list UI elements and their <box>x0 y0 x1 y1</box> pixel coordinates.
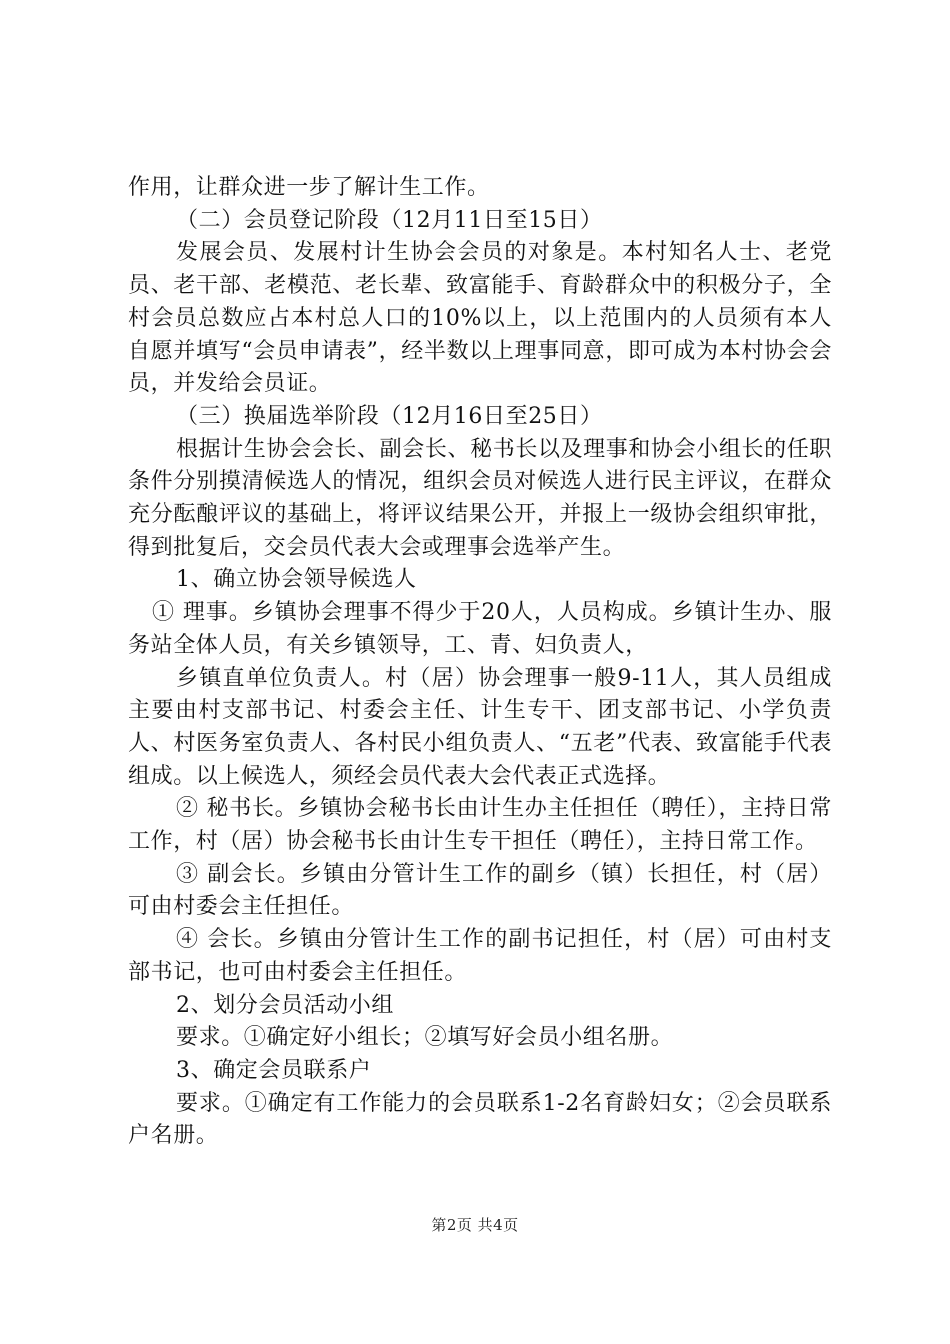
paragraph-member-development: 发展会员、发展村计生协会会员的对象是。本村知名人士、老党员、老干部、老模范、老长辈、致富能手、育龄群众中的积极分子，全村会员总数应占本村总人口的10%以上，以上范围内的人员须有本人自愿并填写“会员申请表”，经半数以上理事同意，即可成为本村协会会员，并发给会员证。 <box>128 240 832 397</box>
subheading-member-groups: 2、划分会员活动小组 <box>176 992 394 1018</box>
paragraph-directors-composition: 乡镇直单位负责人。村（居）协会理事一般9-11人，其人员组成主要由村支部书记、村委会主任、计生专干、团支部书记、小学负责人、村医务室负责人、各村民小组负责人、“五老”代表、致富能手代表组成。以上候选人，须经会员代表大会代表正式选择。 <box>128 665 832 789</box>
section-heading-member-registration: （二）会员登记阶段（12月11日至15日） <box>176 207 603 233</box>
item-vice-president: ③ 副会长。乡镇由分管计生工作的副乡（镇）长担任，村（居）可由村委会主任担任。 <box>128 861 832 920</box>
item-directors: ① 理事。乡镇协会理事不得少于20人，人员构成。乡镇计生办、服务站全体人员，有关乡镇领导，工、青、妇负责人， <box>128 600 832 658</box>
section-heading-election: （三）换届选举阶段（12月16日至25日） <box>176 403 603 429</box>
page-number-footer: 第2页 共4页 <box>431 1216 519 1234</box>
paragraph-group-requirements: 要求。①确定好小组长；②填写好会员小组名册。 <box>176 1025 674 1051</box>
item-secretary-general: ② 秘书长。乡镇协会秘书长由计生办主任担任（聘任），主持日常工作，村（居）协会秘书长由计生专干担任（聘任），主持日常工作。 <box>128 796 832 855</box>
document-body <box>128 172 832 1153</box>
subheading-contact-households: 3、确定会员联系户 <box>176 1057 372 1083</box>
paragraph-continuation: 作用，让群众进一步了解计生工作。 <box>128 175 490 200</box>
paragraph-election-process: 根据计生协会会长、副会长、秘书长以及理事和协会小组长的任职条件分别摸清候选人的情况，组织会员对候选人进行民主评议，在群众充分酝酿评议的基础上，将评议结果公开，并报上一级协会组织审批，得到批复后，交会员代表大会或理事会选举产生。 <box>128 436 832 560</box>
item-president: ④ 会长。乡镇由分管计生工作的副书记担任，村（居）可由村支部书记，也可由村委会主任担任。 <box>128 927 832 985</box>
subheading-leader-candidates: 1、确立协会领导候选人 <box>176 567 417 593</box>
paragraph-contact-requirements: 要求。①确定有工作能力的会员联系1-2名育龄妇女；②会员联系户名册。 <box>128 1090 832 1149</box>
